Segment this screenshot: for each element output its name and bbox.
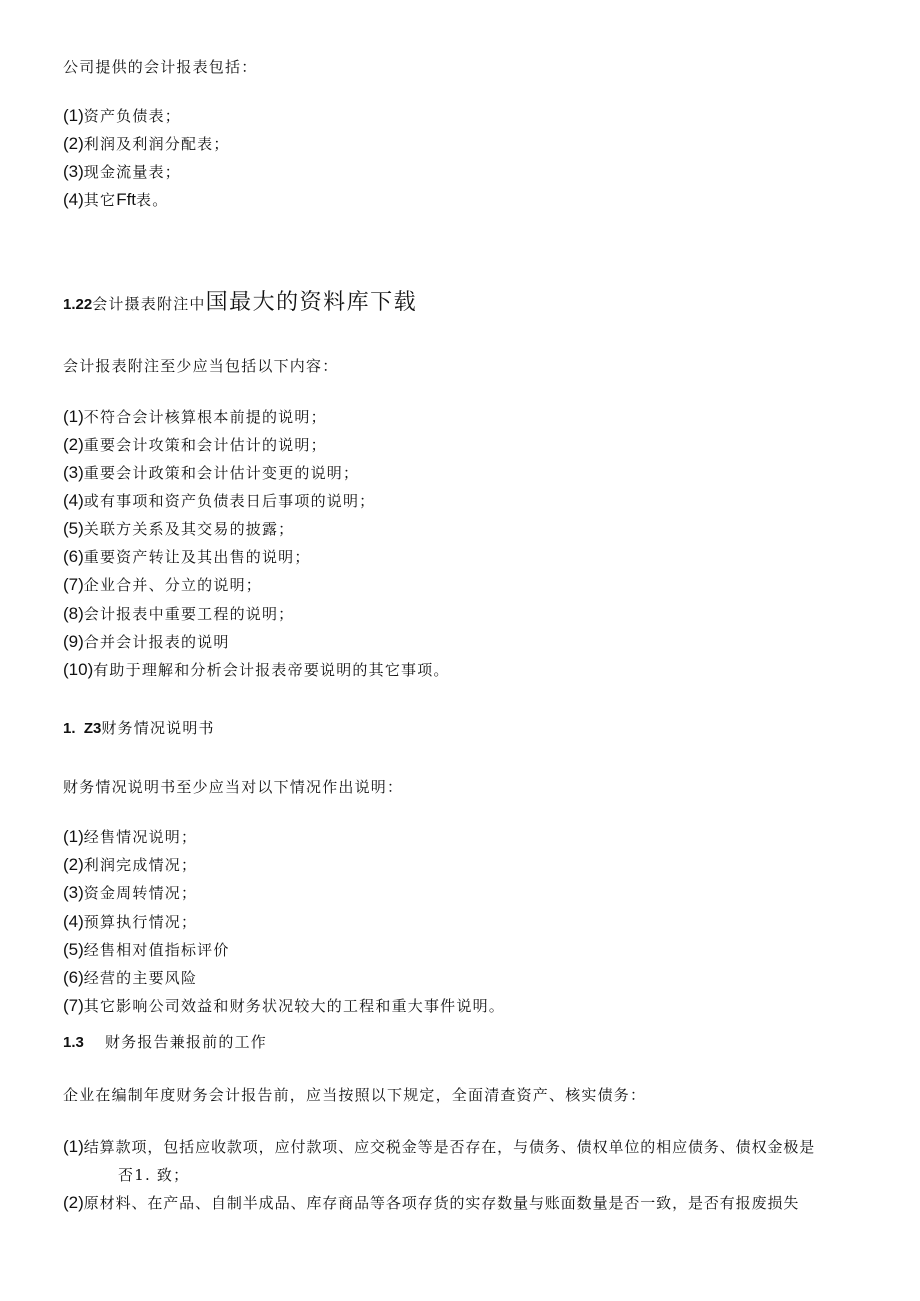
item-text: 会计报表中重要工程的说明； [83,605,295,623]
list-item [63,968,197,988]
item-text-latin: Fft [116,190,137,209]
section-number: 1.22 [63,296,93,313]
section-title: 财务报告兼报前的工作 [105,1033,268,1051]
item-number: (1) [63,1137,84,1156]
list-item [63,463,359,483]
list-item [63,912,197,932]
list-item [63,407,327,427]
item-number: (2) [63,1193,84,1212]
item-text: 或有事项和资产负债表日后事项的说明； [83,492,376,510]
item-number: (8) [63,604,84,623]
section-number: 1.3 [63,1034,84,1051]
list-item [63,940,230,960]
item-text: 其它影响公司效益和财务状况较大的工程和重大事件说明。 [83,997,505,1015]
section-number: 1. Z3 [63,720,102,737]
item-number: (9) [63,632,84,651]
item-text: 资产负债表； [83,107,181,125]
list-item [63,162,181,182]
item-number: (5) [63,940,84,959]
list-item [63,632,230,652]
item-number: (1) [63,827,84,846]
item-number: (3) [63,463,84,482]
item-number: (7) [63,996,84,1015]
section-title-small: 会计摄表附注中 [92,295,206,313]
list-item [63,604,294,624]
item-text: 预算执行情况； [83,913,198,931]
item-number: (6) [63,968,84,987]
list-item-continuation: 否1. 致； [118,1166,190,1184]
item-number: (3) [63,162,84,181]
section-intro: 会计报表附注至少应当包括以下内容： [63,357,339,375]
item-text: 不符合会计核算根本前提的说明； [83,408,327,426]
item-text: 经营的主要风险 [83,969,198,987]
list-item [63,519,294,539]
list-item [63,134,230,154]
list-item [63,435,327,455]
item-text: 现金流量表； [83,163,181,181]
section-intro: 企业在编制年度财务会计报告前，应当按照以下规定，全面清查资产、核实债务： [63,1086,647,1104]
list-item [63,660,450,680]
item-number: (1) [63,407,84,426]
item-number: (4) [63,912,84,931]
list-item [63,575,262,595]
item-text: 经售情况说明； [83,828,198,846]
section-title-large: 国最大的资料库下载 [205,290,418,315]
item-text: 重要会计攻策和会计估计的说明； [83,436,327,454]
item-number: (4) [63,491,84,510]
item-number: (2) [63,134,84,153]
list-item [63,883,197,903]
section-title: 财务情况说明书 [101,719,215,737]
item-number: (3) [63,883,84,902]
item-number: (5) [63,519,84,538]
item-number: (6) [63,547,84,566]
item-text: 重要资产转让及其出售的说明； [83,548,311,566]
list-item [63,1193,799,1213]
item-text-tail: 表。 [136,191,169,209]
item-number: (2) [63,855,84,874]
item-text: 经售相对值指标评价 [83,941,230,959]
item-text: 原材料、在产品、自制半成品、库存商品等各项存货的实存数量与账面数量是否一致，是否有报废损失 [83,1194,800,1212]
intro-text: 公司提供的会计报表包括： [63,58,258,76]
list-item [63,190,168,210]
list-item [63,106,181,126]
item-text: 利润完成情况； [83,856,198,874]
section-intro: 财务情况说明书至少应当对以下情况作出说明： [63,778,404,796]
list-item [63,1137,815,1157]
item-text: 结算款项，包括应收款项，应付款项、应交税金等是否存在，与债务、债权单位的相应债务、债权金极是 [83,1138,816,1156]
section-heading [63,1032,267,1053]
item-number: (1) [63,106,84,125]
section-heading [63,290,418,315]
item-text: 有助于理解和分析会计报表帝要说明的其它事项。 [93,661,450,679]
list-item [63,491,375,511]
item-number: (4) [63,190,84,209]
list-item [63,827,197,847]
list-item [63,996,505,1016]
item-text: 企业合并、分立的说明； [83,576,262,594]
section-heading [63,718,215,739]
item-number: (2) [63,435,84,454]
list-item [63,547,311,567]
item-number: (10) [63,660,94,679]
item-text: 关联方关系及其交易的披露； [83,520,295,538]
item-text: 资金周转情况； [83,884,198,902]
item-number: (7) [63,575,84,594]
item-text: 重要会计政策和会计估计变更的说明； [83,464,360,482]
item-text: 合并会计报表的说明 [83,633,230,651]
list-item [63,855,197,875]
item-text: 利润及利润分配表； [83,135,230,153]
item-text: 其它 [83,191,117,209]
